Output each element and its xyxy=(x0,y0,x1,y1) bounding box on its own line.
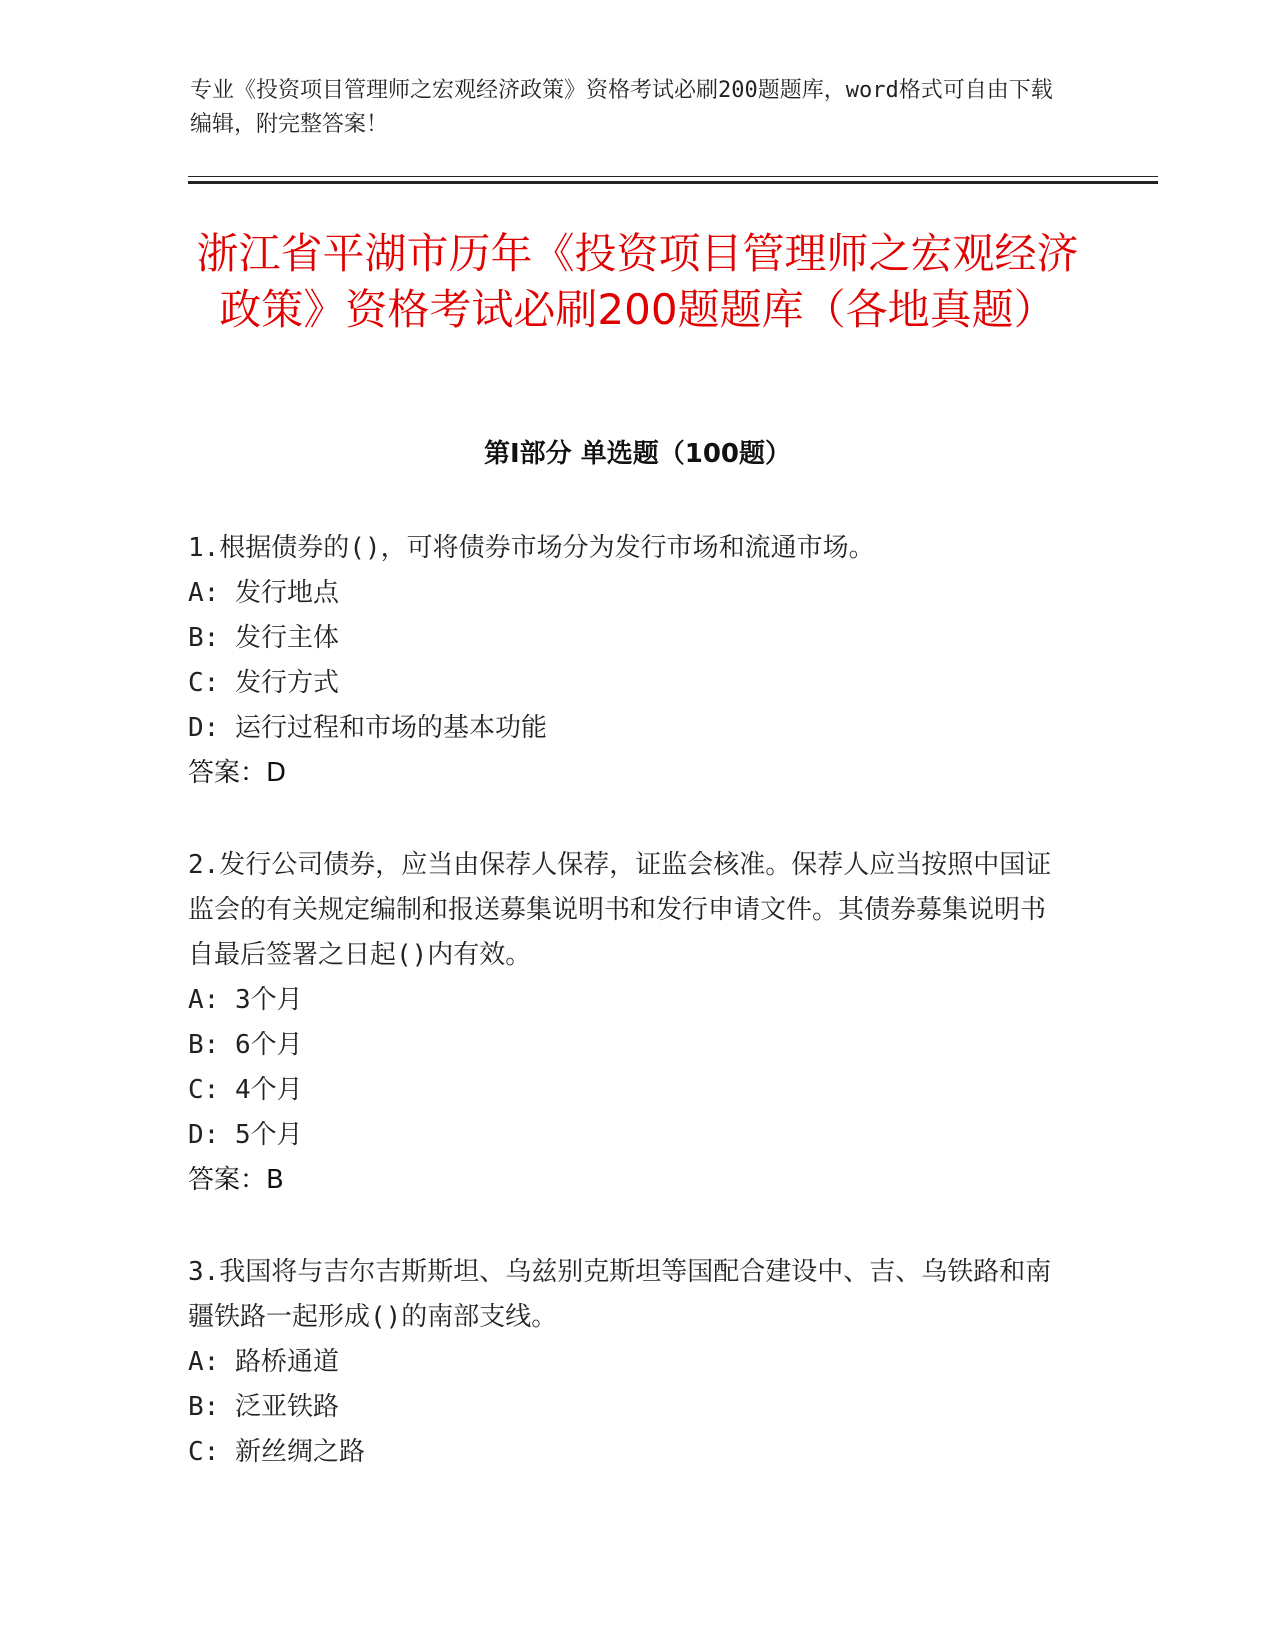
question-stem: 1.根据债券的()，可将债券市场分为发行市场和流通市场。 xyxy=(188,533,875,563)
question-3 xyxy=(188,1250,1068,1475)
answer-line: 答案：D xyxy=(188,758,287,788)
option-d: D: 运行过程和市场的基本功能 xyxy=(188,713,547,743)
header-divider-thick xyxy=(188,181,1158,184)
option-a: A: 发行地点 xyxy=(188,578,339,608)
option-b: B: 泛亚铁路 xyxy=(188,1392,339,1422)
option-a: A: 3个月 xyxy=(188,985,303,1015)
header-note: 专业《投资项目管理师之宏观经济政策》资格考试必刷200题题库，word格式可自由下载编辑，附完整答案！ xyxy=(190,78,1053,137)
question-1 xyxy=(188,526,1068,796)
option-d: D: 5个月 xyxy=(188,1120,303,1150)
document-title: 浙江省平湖市历年《投资项目管理师之宏观经济政策》资格考试必刷200题题库（各地真题） xyxy=(196,229,1079,334)
option-a: A: 路桥通道 xyxy=(188,1347,339,1377)
option-b: B: 6个月 xyxy=(188,1030,303,1060)
question-stem: 3.我国将与吉尔吉斯斯坦、乌兹别克斯坦等国配合建设中、吉、乌铁路和南疆铁路一起形成()的南部支线。 xyxy=(188,1257,1052,1332)
answer-line: 答案：B xyxy=(188,1165,284,1195)
option-c: C: 4个月 xyxy=(188,1075,303,1105)
header-divider-thin xyxy=(188,176,1158,177)
question-list xyxy=(188,526,1068,1522)
section-heading: 第I部分 单选题（100题） xyxy=(484,439,791,469)
option-c: C: 发行方式 xyxy=(188,668,339,698)
question-stem: 2.发行公司债券，应当由保荐人保荐，证监会核准。保荐人应当按照中国证监会的有关规定编制和报送募集说明书和发行申请文件。其债券募集说明书自最后签署之日起()内有效。 xyxy=(188,850,1052,970)
option-c: C: 新丝绸之路 xyxy=(188,1437,365,1467)
question-2 xyxy=(188,843,1068,1203)
option-b: B: 发行主体 xyxy=(188,623,339,653)
